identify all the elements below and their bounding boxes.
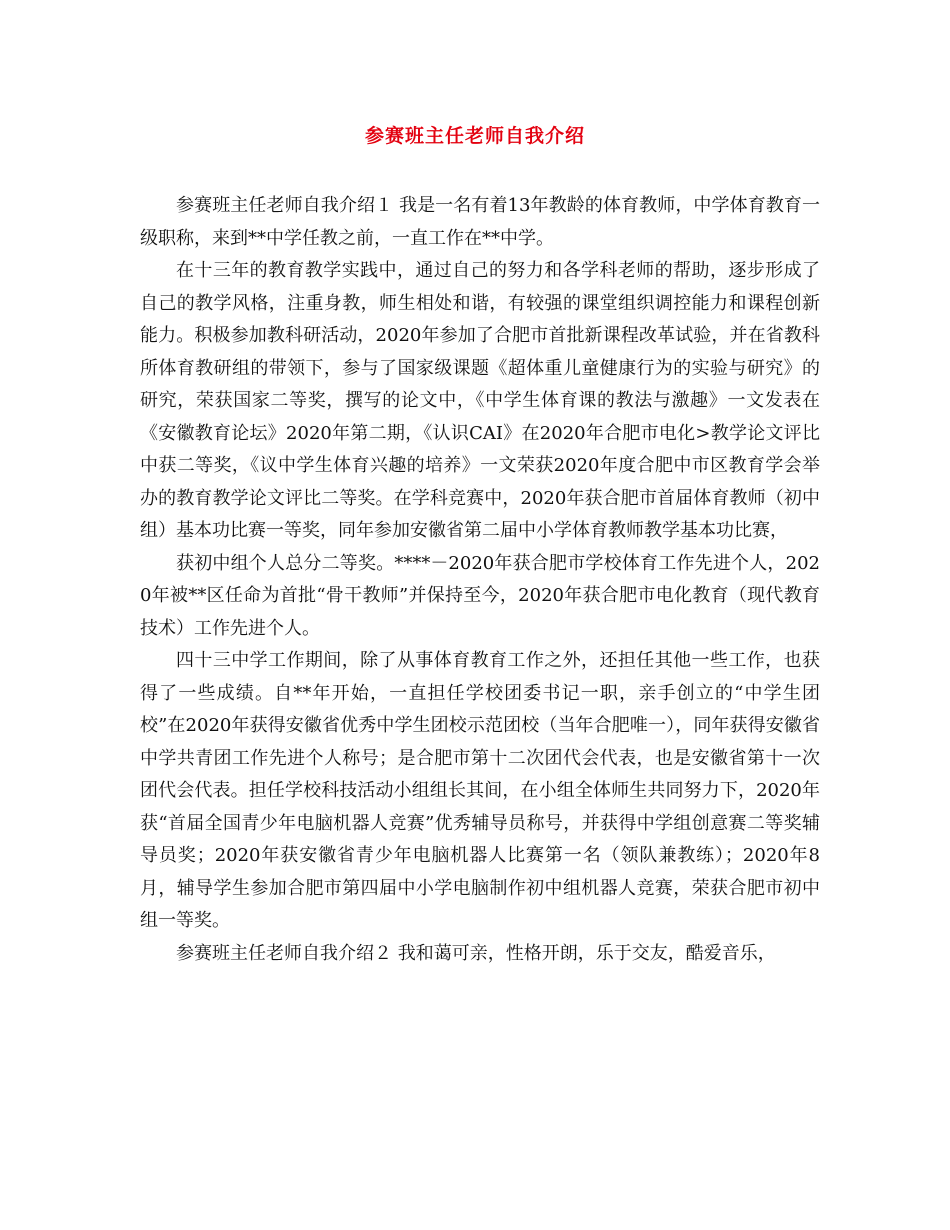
paragraph-intro-2: 参赛班主任老师自我介绍２ 我和蔼可亲，性格开朗，乐于交友，酷爱音乐， xyxy=(176,942,776,964)
document-title: 参赛班主任老师自我介绍 xyxy=(364,125,585,147)
paragraph-school-work: 四十三中学工作期间，除了从事体育教育工作之外，还担任其他一些工作，也获得了一些成绩。自**年开始，一直担任学校团委书记一职，亲手创立的“中学生团校”在2020年获得安徽省优秀中学生团校示范团校（当年合肥唯一），同年获得安徽省中学共青团工作先进个人称号；是合肥市第十二次团代会代表，也是安徽省第十一次团代会代表。担任学校科技活动小组组长其间，在小组全体师生共同努力下，2020年获“首届全国青少年电脑机器人竞赛”优秀辅导员称号，并获得中学组创意赛二等奖辅导员奖；2020年获安徽省青少年电脑机器人比赛第一名（领队兼教练）；2020年8月，辅导学生参加合肥市第四届中小学电脑制作初中组机器人竞赛，荣获合肥市初中组一等奖。 xyxy=(140,650,820,931)
paragraph-intro-1: 参赛班主任老师自我介绍１ 我是一名有着13年教龄的体育教师，中学体育教育一级职称，来到**中学任教之前，一直工作在**中学。 xyxy=(140,195,820,249)
paragraph-awards: 获初中组个人总分二等奖。****－2020年获合肥市学校体育工作先进个人，2020年被**区任命为首批“骨干教师”并保持至今，2020年获合肥市电化教育（现代教育技术）工作先进个人。 xyxy=(140,552,820,639)
paragraph-teaching-practice: 在十三年的教育教学实践中，通过自己的努力和各学科老师的帮助，逐步形成了自己的教学风格，注重身教，师生相处和谐，有较强的课堂组织调控能力和课程创新能力。积极参加教科研活动，2020年参加了合肥市首批新课程改革试验，并在省教科所体育教研组的带领下，参与了国家级课题《超体重儿童健康行为的实验与研究》的研究，荣获国家二等奖，撰写的论文中，《中学生体育课的教法与激趣》一文发表在《安徽教育论坛》2020年第二期，《认识CAI》在2020年合肥市电化>教学论文评比中获二等奖，《议中学生体育兴趣的培养》一文荣获2020年度合肥中市区教育学会举办的教育教学论文评比二等奖。在学科竞赛中，2020年获合肥市首届体育教师（初中组）基本功比赛一等奖，同年参加安徽省第二届中小学体育教师教学基本功比赛， xyxy=(140,260,820,541)
document-body xyxy=(140,190,820,970)
